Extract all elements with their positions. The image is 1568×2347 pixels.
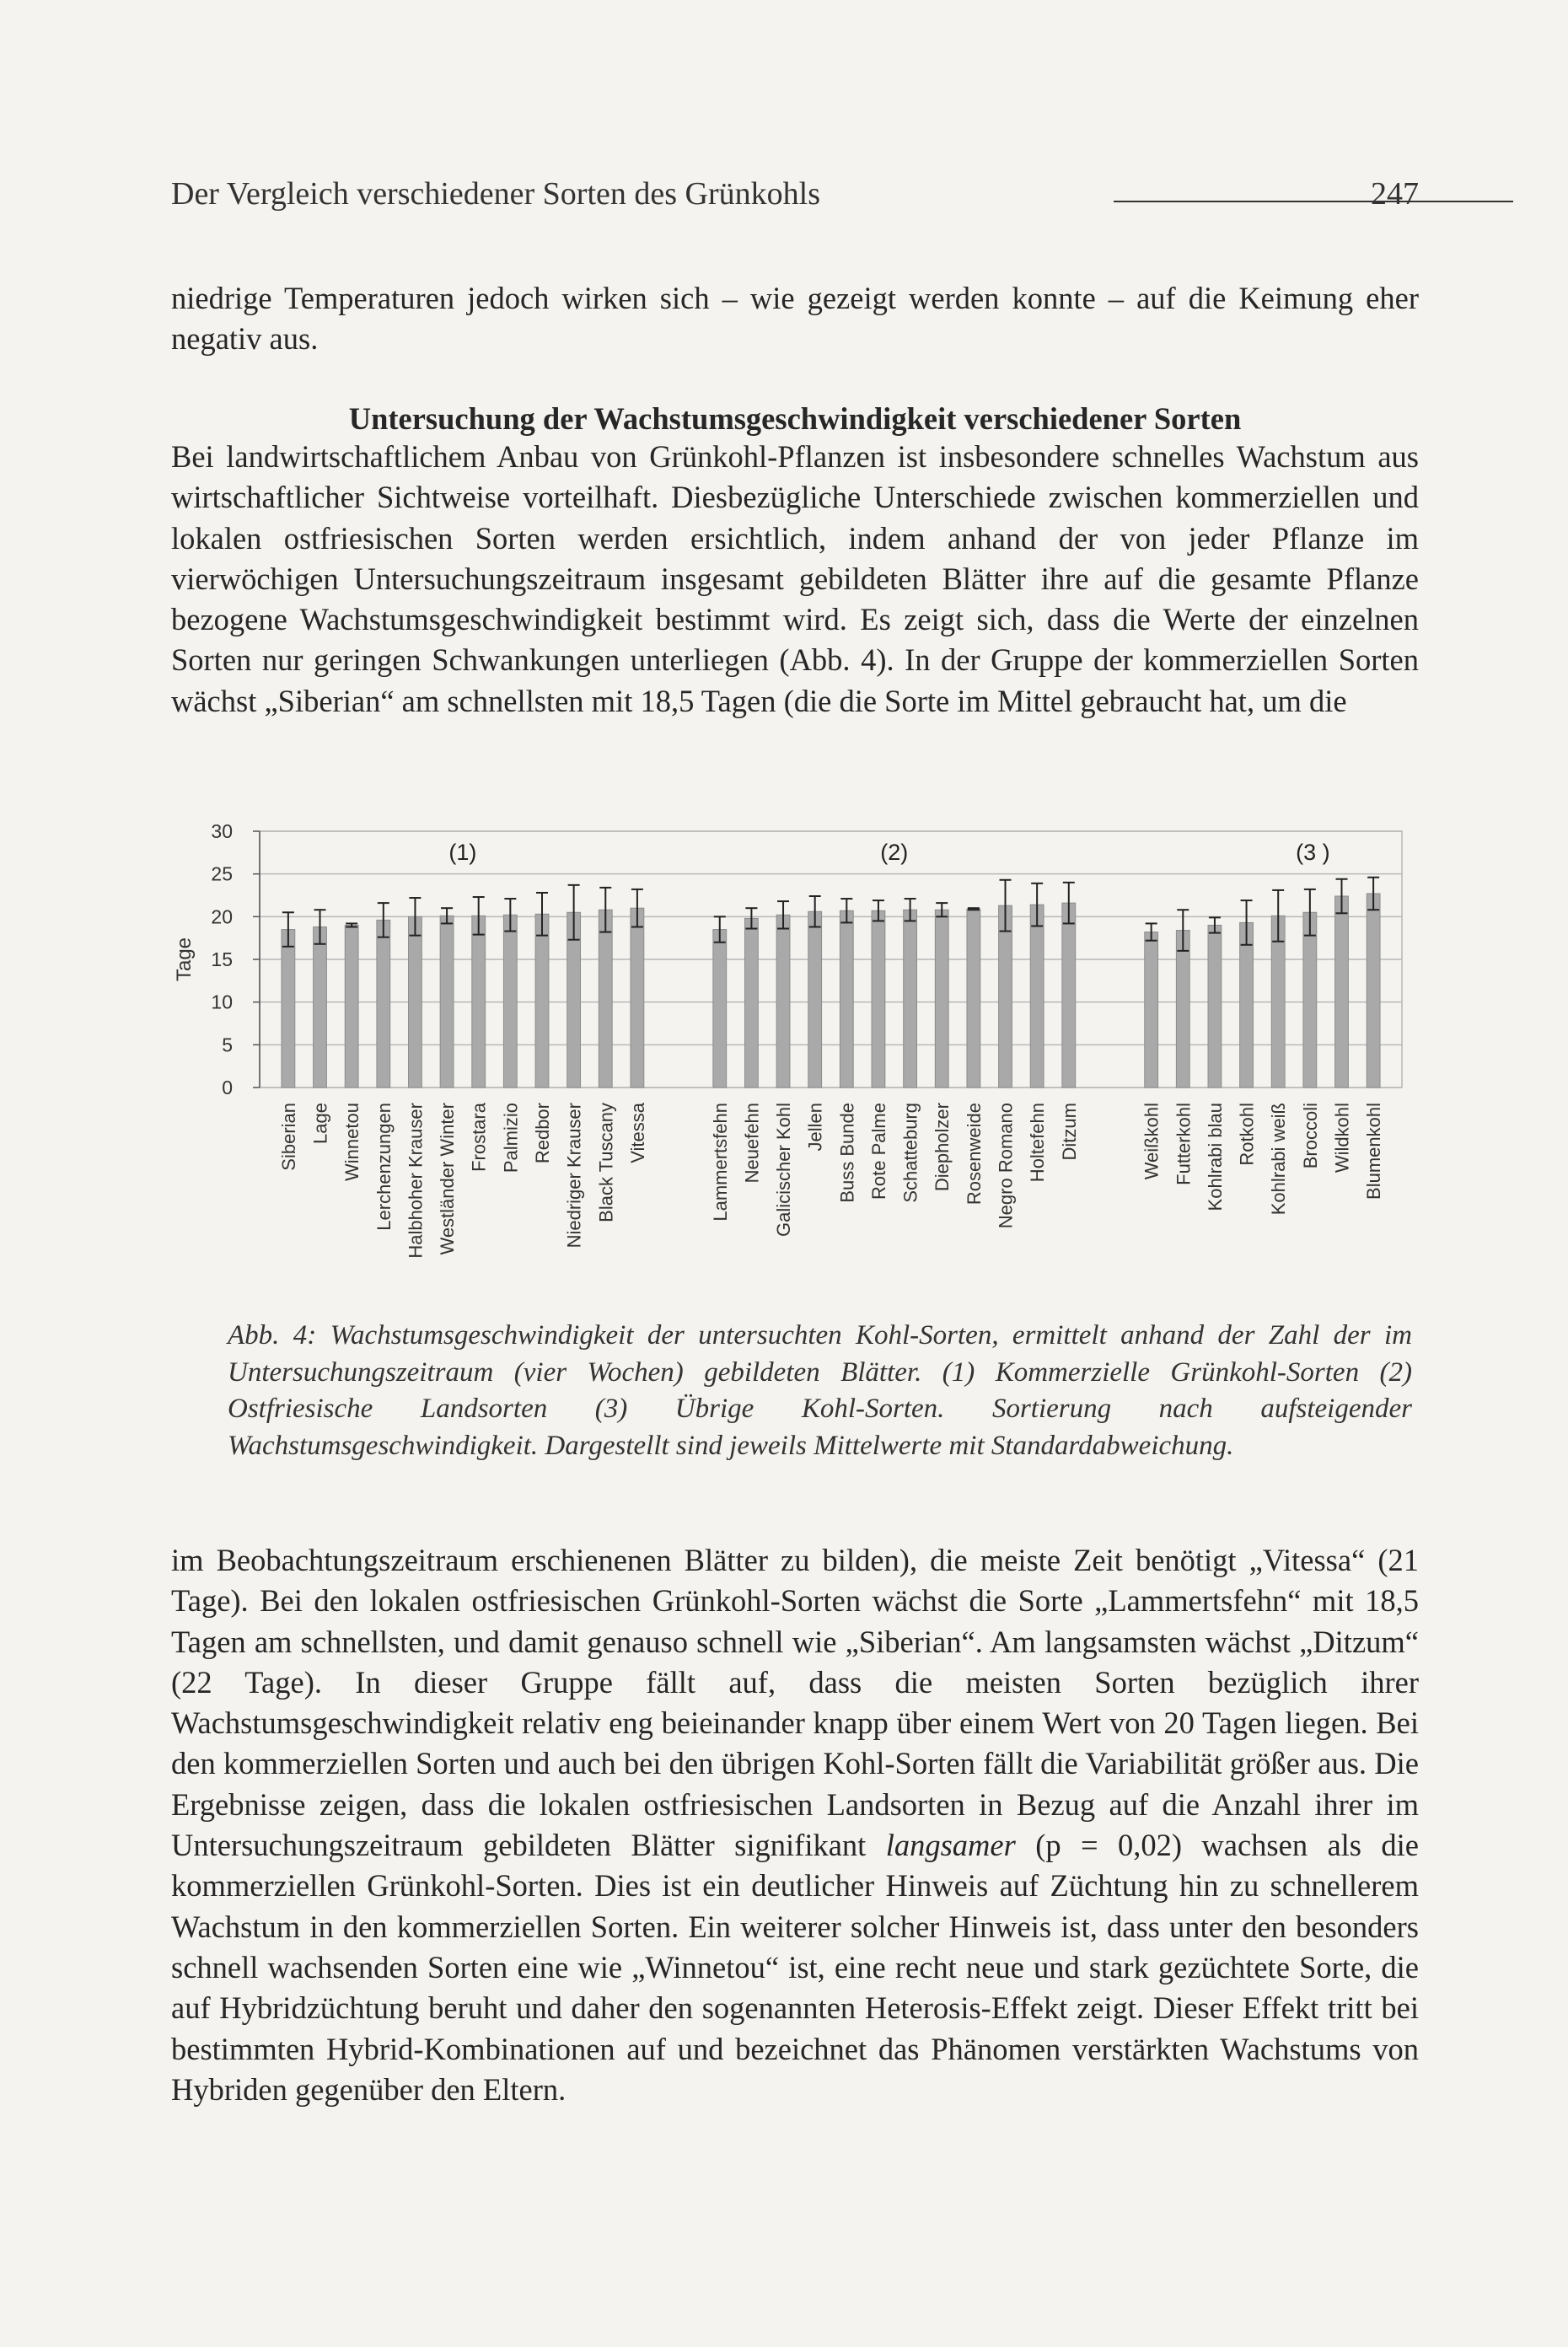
x-tick-label: Rosenweide — [963, 1103, 985, 1206]
x-tick-label: Kohlrabi blau — [1204, 1103, 1226, 1211]
y-tick-label: 20 — [211, 905, 233, 928]
x-tick-label: Vitessa — [626, 1103, 648, 1163]
bar — [808, 911, 822, 1088]
paragraph-results-b: (p = 0,02) wachsen als die kommerziellen Grünkohl-Sorten. Dies ist ein deutlicher Hinweis auf Züchtung hin zu schnellerem Wachstum in den kommerziellen Sorten. Ein weiterer solcher Hinweis ist, dass unter den besonders schnell wachsenden Sorten eine wie „Winnetou“ ist, eine recht neue und stark gezüchtete Sorte, die auf Hybridzüchtung beruht und daher den sogenannten Heterosis-Effekt zeigt. Dieser Effekt tritt bei bestimmten Hybrid-Kombinationen auf und bezeichnet das Phänomen verstärkten Wachstums von Hybriden gegenüber den Eltern. — [171, 1828, 1419, 2107]
x-tick-label: Frostara — [468, 1103, 490, 1172]
x-tick-label: Ditzum — [1058, 1103, 1080, 1161]
x-tick-label: Futterkohl — [1173, 1103, 1195, 1185]
x-tick-label: Rote Palme — [867, 1103, 889, 1200]
figure-caption: Abb. 4: Wachstumsgeschwindigkeit der untersuchten Kohl-Sorten, ermittelt anhand der Zahl der im Untersuchungszeitraum (vier Wochen) gebildeten Blätter. (1) Kommerzielle Grünkohl-Sorten (2) Ostfriesische Landsorten (3) Übrige Kohl-Sorten. Sortierung nach aufsteigender Wachstumsgeschwindigkeit. Dargestellt sind jeweils Mittelwerte mit Standardabweichung. — [228, 1320, 1412, 1461]
x-tick-label: Westländer Winter — [437, 1103, 459, 1255]
bar — [999, 905, 1012, 1088]
x-tick-label: Schatteburg — [899, 1103, 921, 1203]
bar — [345, 925, 358, 1088]
y-tick-label: 10 — [211, 991, 233, 1013]
x-tick-label: Neuefehn — [741, 1103, 763, 1184]
y-axis-label: Tage — [173, 937, 196, 982]
bar — [1367, 894, 1380, 1088]
bar — [935, 910, 948, 1088]
bar — [440, 916, 454, 1088]
x-tick-label: Black Tuscany — [595, 1103, 617, 1222]
y-tick-label: 15 — [211, 948, 233, 970]
y-tick-label: 30 — [211, 820, 233, 842]
y-tick-label: 0 — [222, 1077, 233, 1098]
x-tick-label: Lammertsfehn — [709, 1103, 731, 1222]
growth-rate-bar-chart — [171, 809, 1419, 1315]
section-heading: Untersuchung der Wachstumsgeschwindigkeit verschiedener Sorten — [348, 401, 1242, 436]
bar — [1335, 896, 1349, 1088]
bar — [472, 916, 486, 1088]
bar — [1176, 931, 1189, 1088]
running-header — [171, 165, 1419, 216]
group-label: (2) — [880, 840, 909, 865]
paragraph-results — [171, 1540, 1419, 2110]
bar — [713, 930, 727, 1088]
x-tick-label: Jellen — [804, 1103, 826, 1152]
x-tick-label: Broccoli — [1299, 1103, 1321, 1169]
group-label: (1) — [448, 840, 477, 865]
x-tick-label: Diepholzer — [932, 1103, 953, 1192]
bar — [1145, 932, 1158, 1088]
header-rule — [1114, 201, 1513, 202]
bar — [1062, 903, 1076, 1088]
x-tick-label: Holtefehn — [1027, 1103, 1049, 1183]
x-tick-label: Halbhoher Krauser — [405, 1103, 427, 1259]
bar — [776, 915, 790, 1088]
x-tick-label: Palmizio — [500, 1103, 522, 1174]
bar — [377, 920, 390, 1088]
bar — [631, 908, 644, 1088]
bar — [1240, 922, 1254, 1088]
x-tick-label: Wildkohl — [1331, 1103, 1353, 1174]
bar — [503, 915, 517, 1088]
x-tick-label: Winnetou — [341, 1103, 363, 1181]
bar — [840, 910, 853, 1088]
x-tick-label: Siberian — [277, 1103, 299, 1171]
x-tick-label: Galicischer Kohl — [773, 1103, 795, 1237]
emphasis-langsamer: langsamer — [885, 1828, 1016, 1863]
running-title: Der Vergleich verschiedener Sorten des Grünkohls — [171, 176, 820, 212]
x-tick-label: Niedriger Krauser — [563, 1103, 585, 1249]
y-tick-label: 5 — [222, 1034, 233, 1056]
bar — [535, 914, 549, 1088]
bar — [872, 910, 885, 1088]
bar — [1303, 912, 1317, 1088]
page-number: 247 — [1371, 176, 1419, 212]
x-tick-label: Lerchenzungen — [373, 1103, 395, 1231]
bar — [904, 910, 917, 1088]
group-label: (3 ) — [1296, 840, 1330, 865]
x-tick-label: Negro Romano — [995, 1103, 1017, 1229]
x-tick-label: Blumenkohl — [1363, 1103, 1385, 1200]
paragraph-results-a: im Beobachtungszeitraum erschienenen Blätter zu bilden), die meiste Zeit benötigt „Vitessa“ (21 Tage). Bei den lokalen ostfriesischen Grünkohl-Sorten wächst die Sorte „Lammertsfehn“ mit 18,5 Tagen am schnellsten, und damit genauso schnell wie „Siberian“. Am langsamsten wächst „Ditzum“ (22 Tage). In dieser Gruppe fällt auf, dass die meisten Sorten bezüglich ihrer Wachstumsgeschwindigkeit relativ eng beieinander knapp über einem Wert von 20 Tagen liegen. Bei den kommerziellen Sorten und auch bei den übrigen Kohl-Sorten fällt die Variabilität größer aus. Die Ergebnisse zeigen, dass die lokalen ostfriesischen Landsorten in Bezug auf die Anzahl ihrer im Untersuchungszeitraum gebildeten Blätter signifikant — [171, 1543, 1419, 1863]
x-tick-label: Weißkohl — [1141, 1103, 1163, 1180]
bar — [744, 918, 758, 1088]
paragraph-intro: niedrige Temperaturen jedoch wirken sich – wie gezeigt werden konnte – auf die Keimung eher negativ aus. — [171, 281, 1419, 357]
y-tick-label: 25 — [211, 862, 233, 885]
bar — [967, 909, 980, 1088]
x-tick-label: Redbor — [531, 1103, 553, 1164]
bar — [314, 926, 327, 1088]
x-tick-label: Kohlrabi weiß — [1268, 1103, 1290, 1216]
bar — [1030, 905, 1044, 1088]
bar — [282, 930, 295, 1088]
bar — [1208, 925, 1222, 1088]
bar — [599, 910, 612, 1088]
x-tick-label: Buss Bunde — [836, 1103, 858, 1203]
x-tick-label: Rotkohl — [1236, 1103, 1258, 1166]
bar — [409, 916, 422, 1088]
paragraph-growth: Bei landwirtschaftlichem Anbau von Grünkohl-Pflanzen ist insbesondere schnelles Wachstum aus wirtschaftlicher Sichtweise vorteilhaft. Diesbezügliche Unterschiede zwischen kommerziellen und lokalen ostfriesischen Sorten werden ersichtlich, indem anhand der von jeder Pflanze im vierwöchigen Untersuchungszeitraum insgesamt gebildeten Blätter ihre auf die gesamte Pflanze bezogene Wachstumsgeschwindigkeit bestimmt wird. Es zeigt sich, dass die Werte der einzelnen Sorten nur geringen Schwankungen unterliegen (Abb. 4). In der Gruppe der kommerziellen Sorten wächst „Siberian“ am schnellsten mit 18,5 Tagen (die die Sorte im Mittel gebraucht hat, um die — [171, 439, 1419, 718]
x-tick-label: Lage — [309, 1103, 331, 1144]
